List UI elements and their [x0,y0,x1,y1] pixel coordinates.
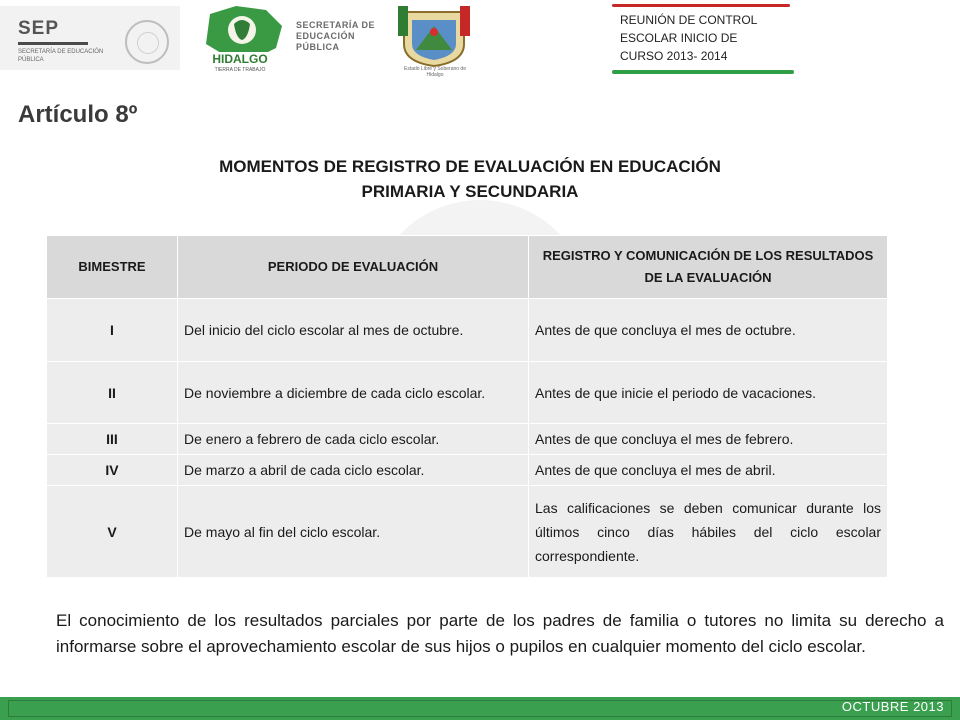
cell-bimestre: I [47,299,178,362]
article-title: Artículo 8º [18,101,138,128]
cell-registro: Antes de que inicie el periodo de vacaciones. [529,362,888,424]
cell-bimestre: II [47,362,178,424]
hidalgo-logo [196,4,290,74]
cell-periodo: De noviembre a diciembre de cada ciclo escolar. [178,362,529,424]
meeting-line: CURSO 2013- 2014 [620,49,728,63]
cell-periodo: De enero a febrero de cada ciclo escolar. [178,424,529,455]
meeting-info-box [612,4,794,74]
meeting-box-bottom-rule [612,70,794,74]
header [0,0,960,80]
table-row [47,486,888,578]
meeting-box-top-rule [612,4,790,7]
header-registro: REGISTRO Y COMUNICACIÓN DE LOS RESULTADOS DE LA EVALUACIÓN [529,236,888,299]
cell-registro: Las calificaciones se deben comunicar durante los últimos cinco días hábiles del ciclo escolar correspondiente. [529,486,888,578]
table-row [47,455,888,486]
hidalgo-logo-tagline: TIERRA DE TRABAJO [214,67,266,73]
cell-registro: Antes de que concluya el mes de octubre. [529,299,888,362]
evaluation-table [46,235,888,578]
cell-registro: Antes de que concluya el mes de febrero. [529,424,888,455]
cell-periodo: Del inicio del ciclo escolar al mes de octubre. [178,299,529,362]
cell-periodo: De mayo al fin del ciclo escolar. [178,486,529,578]
cell-bimestre: III [47,424,178,455]
main-title-line: PRIMARIA Y SECUNDARIA [361,182,579,201]
table-row [47,299,888,362]
hidalgo-shield-icon [398,6,470,68]
table-row [47,362,888,424]
meeting-line: REUNIÓN DE CONTROL [620,13,758,27]
table-header-row [47,236,888,299]
sep-logo [0,6,180,70]
meeting-line: ESCOLAR INICIO DE [620,31,738,45]
sep-logo-text: SEP [18,18,60,39]
cell-bimestre: V [47,486,178,578]
secretaria-text: SECRETARÍA DE EDUCACIÓN PÚBLICA [296,20,376,52]
cell-registro: Antes de que concluya el mes de abril. [529,455,888,486]
header-bimestre: BIMESTRE [47,236,178,299]
hidalgo-logo-text: HIDALGO [212,52,268,66]
sep-logo-bar [18,42,88,45]
table-row [47,424,888,455]
cell-bimestre: IV [47,455,178,486]
cell-periodo: De marzo a abril de cada ciclo escolar. [178,455,529,486]
footer-paragraph: El conocimiento de los resultados parciales por parte de los padres de familia o tutores no limita su derecho a informarse sobre el aprovechamiento escolar de sus hijos o pupilos en cualquier momento del ciclo escolar. [56,611,944,656]
header-periodo: PERIODO DE EVALUACIÓN [178,236,529,299]
footer-date: OCTUBRE 2013 [841,699,944,714]
sep-logo-subtitle: SECRETARÍA DE EDUCACIÓN PÚBLICA [18,49,104,63]
national-seal-icon [125,20,169,64]
footer-bar [0,697,960,720]
shield-caption: Estado Libre y Soberano de Hidalgo [404,66,466,78]
main-title-line: MOMENTOS DE REGISTRO DE EVALUACIÓN EN EDUCACIÓN [219,157,721,176]
